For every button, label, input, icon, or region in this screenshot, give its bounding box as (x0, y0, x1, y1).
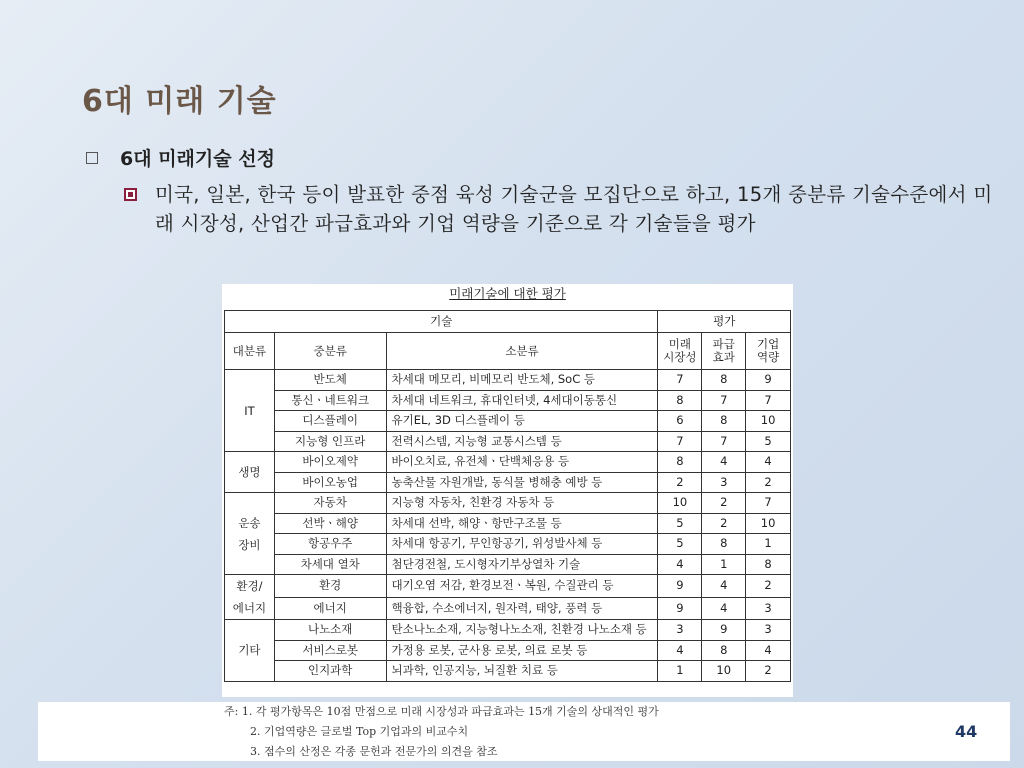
cell-ripple: 9 (702, 620, 746, 641)
cell-ripple: 3 (702, 472, 746, 493)
table-row (225, 390, 791, 411)
cell-minor: 핵융합, 수소에너지, 원자력, 태양, 풍력 등 (386, 597, 658, 620)
cell-mid: 바이오농업 (274, 472, 386, 493)
header-minor: 소분류 (386, 333, 658, 370)
table-row (225, 534, 791, 555)
table-row (225, 431, 791, 452)
cell-market: 4 (658, 554, 702, 575)
header-ripple: 파급 효과 (702, 333, 746, 370)
table-row (225, 472, 791, 493)
table-row (225, 597, 791, 620)
cell-capacity: 2 (746, 472, 791, 493)
header-market: 미래 시장성 (658, 333, 702, 370)
table-row (225, 640, 791, 661)
cell-ripple: 4 (702, 597, 746, 620)
table-row (225, 370, 791, 391)
header-capacity: 기업 역량 (746, 333, 791, 370)
table-row (225, 554, 791, 575)
cell-ripple: 4 (702, 575, 746, 598)
cell-minor: 지능형 자동차, 친환경 자동차 등 (386, 493, 658, 514)
cell-mid: 통신ㆍ네트워크 (274, 390, 386, 411)
cell-minor: 탄소나노소재, 지능형나노소재, 친환경 나노소재 등 (386, 620, 658, 641)
cell-major: 환경/ 에너지 (225, 575, 275, 620)
cell-market: 4 (658, 640, 702, 661)
cell-ripple: 8 (702, 370, 746, 391)
cell-ripple: 8 (702, 411, 746, 432)
table-row (225, 513, 791, 534)
cell-minor: 뇌과학, 인공지능, 뇌질환 치료 등 (386, 661, 658, 682)
bullet-level1-text: 6대 미래기술 선정 (120, 148, 275, 170)
cell-market: 1 (658, 661, 702, 682)
cell-minor: 전력시스템, 지능형 교통시스템 등 (386, 431, 658, 452)
cell-capacity: 8 (746, 554, 791, 575)
cell-ripple: 10 (702, 661, 746, 682)
cell-mid: 환경 (274, 575, 386, 598)
bullet-level2 (124, 180, 994, 238)
header-eval: 평가 (658, 311, 791, 333)
cell-minor: 유기EL, 3D 디스플레이 등 (386, 411, 658, 432)
cell-capacity: 10 (746, 411, 791, 432)
cell-major: IT (225, 370, 275, 452)
cell-mid: 나노소재 (274, 620, 386, 641)
cell-mid: 반도체 (274, 370, 386, 391)
cell-capacity: 4 (746, 640, 791, 661)
table-header-row (225, 311, 791, 333)
cell-market: 9 (658, 575, 702, 598)
cell-market: 5 (658, 513, 702, 534)
cell-market: 10 (658, 493, 702, 514)
header-major: 대분류 (225, 333, 275, 370)
table-caption: 미래기술에 대한 평가 (449, 286, 566, 301)
cell-capacity: 3 (746, 620, 791, 641)
cell-mid: 차세대 열차 (274, 554, 386, 575)
cell-capacity: 1 (746, 534, 791, 555)
header-tech: 기술 (225, 311, 658, 333)
table-row (225, 661, 791, 682)
cell-minor: 가정용 로봇, 군사용 로봇, 의료 로봇 등 (386, 640, 658, 661)
cell-mid: 선박ㆍ해양 (274, 513, 386, 534)
cell-minor: 차세대 메모리, 비메모리 반도체, SoC 등 (386, 370, 658, 391)
cell-ripple: 7 (702, 390, 746, 411)
cell-ripple: 2 (702, 513, 746, 534)
cell-mid: 에너지 (274, 597, 386, 620)
cell-capacity: 2 (746, 661, 791, 682)
cell-market: 7 (658, 431, 702, 452)
table-note: 주: 1. 각 평가항목은 10점 만점으로 미래 시장성과 파급효과는 15개 기술의 상대적인 평가 (224, 705, 659, 718)
cell-ripple: 4 (702, 452, 746, 473)
evaluation-table-figure (222, 284, 793, 697)
cell-market: 8 (658, 390, 702, 411)
filled-square-bullet-icon (124, 188, 137, 201)
table-row (225, 620, 791, 641)
cell-capacity: 2 (746, 575, 791, 598)
cell-minor: 차세대 항공기, 무인항공기, 위성발사체 등 (386, 534, 658, 555)
cell-ripple: 2 (702, 493, 746, 514)
cell-market: 7 (658, 370, 702, 391)
header-mid: 중분류 (274, 333, 386, 370)
cell-mid: 디스플레이 (274, 411, 386, 432)
cell-minor: 첨단경전철, 도시형자기부상열차 기술 (386, 554, 658, 575)
cell-capacity: 3 (746, 597, 791, 620)
cell-major: 기타 (225, 620, 275, 682)
cell-ripple: 7 (702, 431, 746, 452)
cell-minor: 차세대 선박, 해양ㆍ항만구조물 등 (386, 513, 658, 534)
cell-market: 3 (658, 620, 702, 641)
table-row (225, 411, 791, 432)
cell-market: 9 (658, 597, 702, 620)
cell-mid: 바이오제약 (274, 452, 386, 473)
square-bullet-icon (86, 152, 98, 164)
cell-capacity: 7 (746, 493, 791, 514)
table-notes (224, 702, 659, 762)
cell-mid: 지능형 인프라 (274, 431, 386, 452)
cell-capacity: 9 (746, 370, 791, 391)
cell-mid: 인지과학 (274, 661, 386, 682)
cell-minor: 차세대 네트워크, 휴대인터넷, 4세대이동통신 (386, 390, 658, 411)
cell-ripple: 8 (702, 640, 746, 661)
table-row (225, 452, 791, 473)
table-note: 2. 기업역량은 글로벌 Top 기업과의 비교수치 (250, 725, 469, 738)
table-row (225, 575, 791, 598)
table-note: 3. 점수의 산정은 각종 문헌과 전문가의 의견을 참조 (250, 745, 498, 758)
cell-capacity: 10 (746, 513, 791, 534)
bullet-level2-text: 미국, 일본, 한국 등이 발표한 중점 육성 기술군을 모집단으로 하고, 15개 중분류 기술수준에서 미래 시장성, 산업간 파급효과와 기업 역량을 기준으로 각 기술들을 평가 (155, 183, 993, 235)
cell-market: 8 (658, 452, 702, 473)
cell-minor: 바이오치료, 유전체ㆍ단백체응용 등 (386, 452, 658, 473)
cell-mid: 서비스로봇 (274, 640, 386, 661)
cell-market: 5 (658, 534, 702, 555)
cell-minor: 대기오염 저감, 환경보전ㆍ복원, 수질관리 등 (386, 575, 658, 598)
cell-capacity: 5 (746, 431, 791, 452)
table-subheader-row (225, 333, 791, 370)
page-number: 44 (955, 722, 978, 741)
cell-ripple: 8 (702, 534, 746, 555)
cell-market: 6 (658, 411, 702, 432)
cell-capacity: 4 (746, 452, 791, 473)
cell-major: 운송 장비 (225, 493, 275, 575)
evaluation-table (224, 310, 791, 682)
table-row (225, 493, 791, 514)
cell-mid: 항공우주 (274, 534, 386, 555)
cell-major: 생명 (225, 452, 275, 493)
cell-minor: 농축산물 자원개발, 동식물 병해충 예방 등 (386, 472, 658, 493)
cell-capacity: 7 (746, 390, 791, 411)
cell-mid: 자동차 (274, 493, 386, 514)
cell-market: 2 (658, 472, 702, 493)
cell-ripple: 1 (702, 554, 746, 575)
slide-title: 6대 미래 기술 (82, 84, 277, 119)
bullet-level1 (86, 144, 275, 171)
